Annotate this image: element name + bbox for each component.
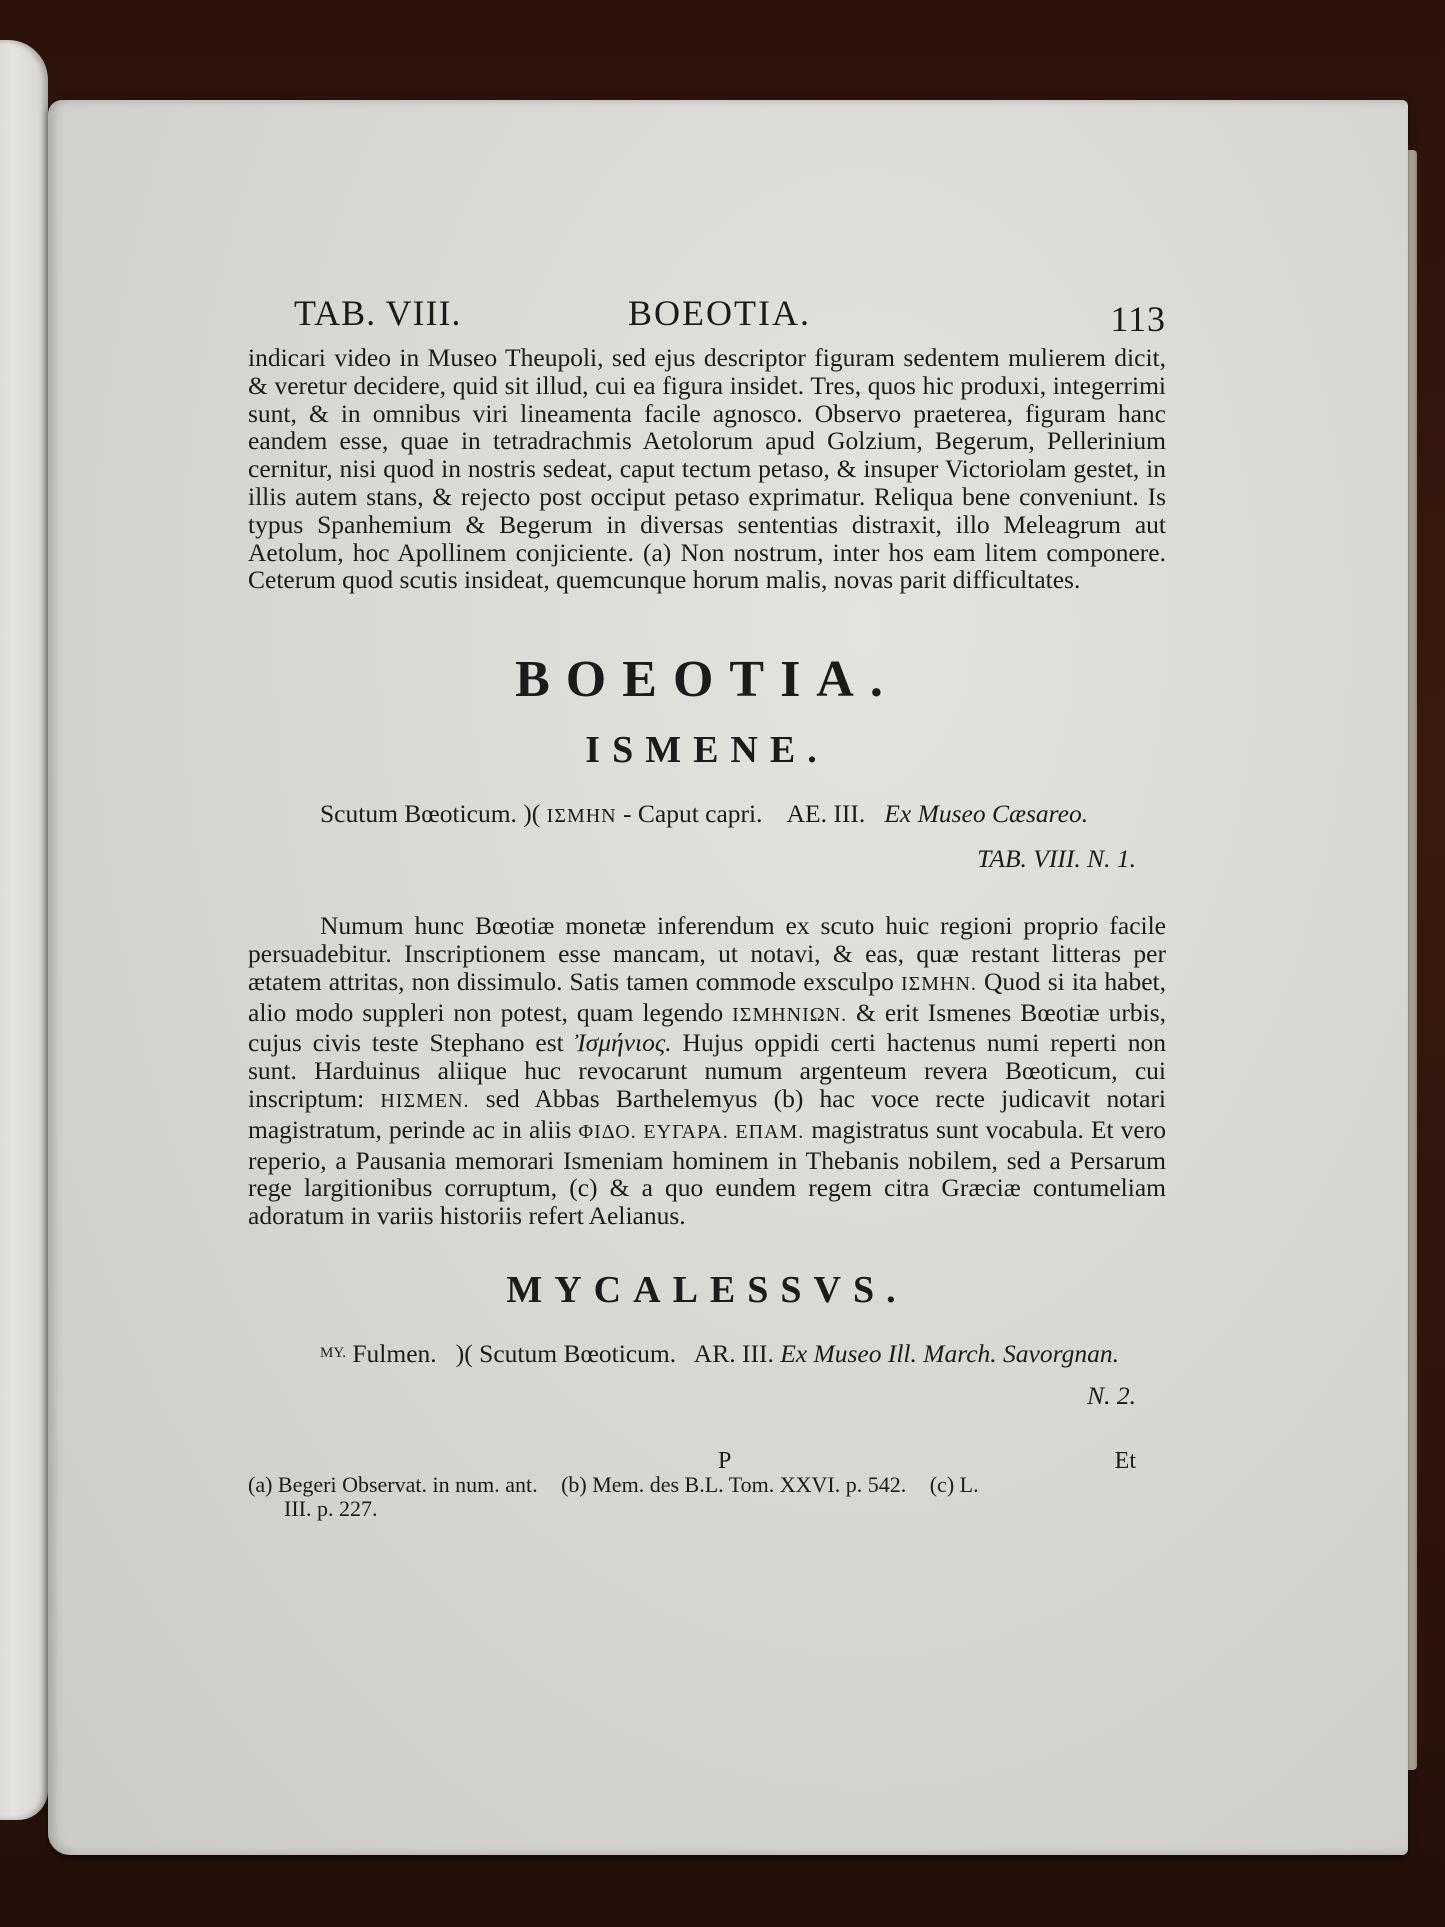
- commentary-text: Quod si ita habet, alio modo suppleri non potest, quam legendo: [248, 966, 1167, 1027]
- commentary-text: & erit Ismenes Bœotiæ urbis, cujus civis teste Stephano est: [248, 997, 1167, 1058]
- coin-legend: MY.: [320, 1344, 346, 1361]
- footnote-line: [248, 1473, 1166, 1497]
- coin-separator: )(: [455, 1338, 473, 1368]
- facing-page-edge: [0, 40, 48, 1820]
- page-content: [248, 292, 1166, 1521]
- coin-entry-ismene: [248, 800, 1166, 830]
- coin-legend: ΙΣΜΗΝ: [546, 805, 617, 828]
- coin-reverse: - Caput capri.: [623, 799, 763, 829]
- coin-plate-ref: N. 2.: [1087, 1380, 1136, 1410]
- footnote-a: Begeri Observat. in num. ant.: [277, 1471, 538, 1497]
- coin-obverse: Fulmen.: [352, 1338, 437, 1368]
- plate-reference: TAB. VIII.: [294, 293, 462, 333]
- coin-entry-mycalessus: [248, 1340, 1166, 1367]
- coin-metal-size: AE. III.: [786, 799, 866, 829]
- catchwords-row: [248, 1449, 1166, 1473]
- running-title: BOEOTIA.: [628, 293, 811, 333]
- footnote-mark: (a): [248, 1471, 273, 1497]
- catchword: Et: [1114, 1447, 1136, 1474]
- footnote-c: L.: [959, 1471, 979, 1497]
- footnote-b: Mem. des B.L. Tom. XXVI. p. 542.: [592, 1471, 907, 1497]
- coin-metal-size: AR. III.: [693, 1338, 774, 1368]
- coin-separator: )(: [523, 799, 541, 829]
- coin-obverse: Scutum Bœoticum.: [320, 799, 517, 829]
- signature-mark: P: [718, 1447, 732, 1474]
- footnotes: [248, 1449, 1166, 1521]
- commentary-text: sed Abbas Barthelemyus (b) hac voce recte judicavit notari magistratum, perinde ac in aliis: [248, 1083, 1167, 1144]
- section-title: BOEOTIA.: [515, 651, 899, 709]
- coin-provenance: Ex Museo Ill. March. Savorgnan.: [780, 1338, 1119, 1368]
- footnote-continuation: III. p. 227.: [284, 1495, 378, 1521]
- coin-provenance: Ex Museo Cæsareo.: [884, 799, 1089, 829]
- coin-reverse: Scutum Bœoticum.: [479, 1338, 677, 1368]
- footnote-mark: (b): [561, 1471, 587, 1497]
- running-head: [248, 292, 1166, 344]
- greek-inscription: ΦΙΔΟ. ΕΥΓΑΡΑ. ΕΠΑΜ.: [578, 1120, 805, 1143]
- opening-paragraph: indicari video in Museo Theupoli, sed ejus descriptor figuram sedentem mulierem dicit, & veretur decidere, quid sit illud, cui ea figura insidet. Tres, quos hic produxi, integerrimi sunt, & in omnibus viri lineamenta facile agnosco. Observo praeterea, figuram hanc eandem esse, quae in tetradrachmis Aetolorum apud Golzium, Begerum, Pellerinium cernitur, nisi quod in nostris sedeat, caput tectum petaso, & insuper Victoriolam gestet, in illis autem stans, & rejecto post occiput petaso exprimatur. Reliqua bene conveniunt. Is typus Spanhemium & Begerum in diversas sententias distraxit, illo Meleagrum aut Aetolum, hoc Apollinem conjiciente. (a) Non nostrum, inter hos eam litem componere. Ceterum quod scutis insideat, quemcunque horum malis, novas parit difficultates.: [248, 343, 1166, 595]
- coin-plate-ref: TAB. VIII. N. 1.: [977, 844, 1136, 874]
- greek-inscription: ΗΙΣΜΕΝ.: [380, 1089, 470, 1112]
- subsection-title-mycalessus: MYCALESSVS.: [506, 1268, 908, 1311]
- greek-word: Ἰσμήνιος.: [574, 1028, 672, 1058]
- greek-inscription: ΙΣΜΗΝ.: [900, 972, 977, 995]
- commentary-text: Numum hunc Bœotiæ monetæ inferendum ex scuto huic regioni proprio facile persuadebitur. Inscriptionem esse mancam, ut notavi, & eas, quæ restant litteras per ætatem attritas, non dissimulo. Satis tamen commode exsculpo: [248, 911, 1166, 996]
- commentary-text: magistratus sunt vocabula. Et vero reperio, a Pausania memorari Ismeniam hominem in Thebanis nobilem, sed a Persarum rege largitionibus corruptum, (c) & a quo eundem regem citra Græciæ contumeliam adoratum in variis historiis refert Aelianus.: [248, 1114, 1166, 1231]
- footnote-mark: (c): [929, 1471, 955, 1497]
- subsection-title-ismene: ISMENE.: [585, 729, 829, 772]
- commentary-text: Hujus oppidi certi hactenus numi reperti non sunt. Harduinus aliique huc revocarunt numum argenteum revera Bœoticum, cui inscriptum:: [248, 1028, 1167, 1113]
- greek-inscription: ΙΣΜΗΝΙΩΝ.: [732, 1003, 848, 1026]
- page-number: 113: [1110, 299, 1166, 339]
- commentary-paragraph: [248, 912, 1166, 1230]
